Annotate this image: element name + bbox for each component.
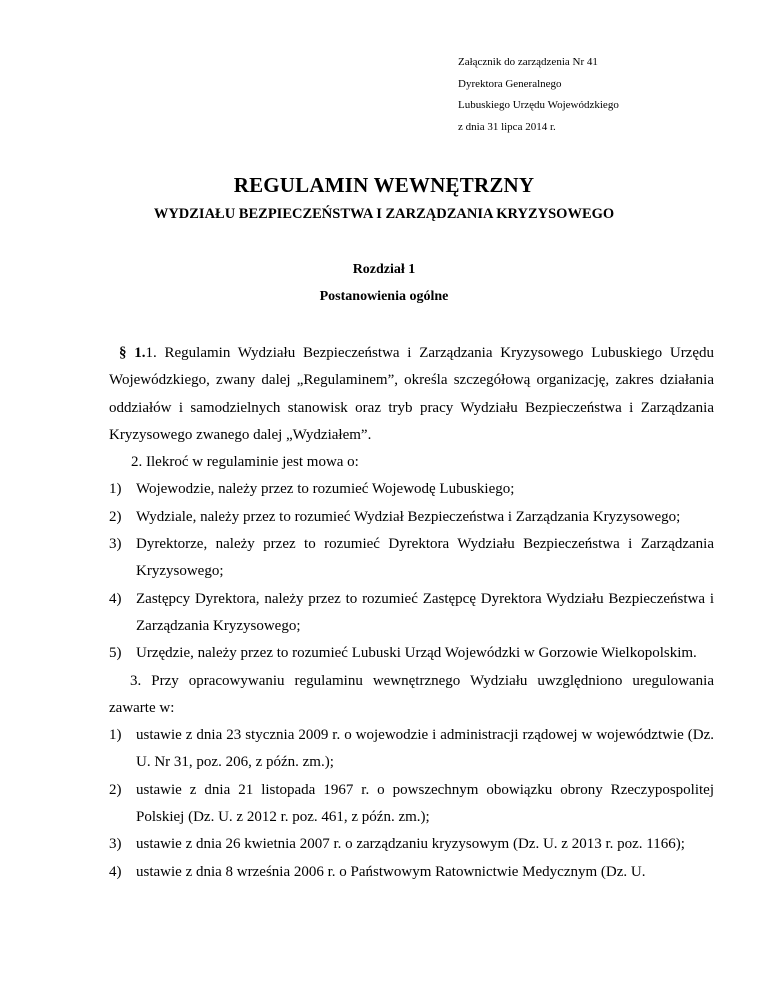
document-title: REGULAMIN WEWNĘTRZNY: [233, 173, 535, 197]
definition-item: 4) Zastępcy Dyrektora, należy przez to rozumieć Zastępcę Dyrektora Wydziału Bezpieczeństwa i Zarządzania Kryzysowego;: [109, 590, 714, 634]
regulation-item: 2) ustawie z dnia 21 listopada 1967 r. o powszechnym obowiązku obrony Rzeczypospolitej Polskiej (Dz. U. z 2012 r. poz. 461, z późn. zm.);: [109, 781, 714, 826]
definition-item: 1) Wojewodzie, należy przez to rozumieć Wojewodę Lubuskiego;: [109, 481, 515, 498]
annex-header: [458, 52, 619, 138]
regulations-list: [109, 722, 714, 886]
definition-item: 2) Wydziale, należy przez to rozumieć Wydział Bezpieczeństwa i Zarządzania Kryzysowego;: [109, 508, 681, 525]
paragraph-1-text: 1. Regulamin Wydziału Bezpieczeństwa i Zarządzania Kryzysowego Lubuskiego Urzędu Wojewódzkiego, zwany dalej „Regulaminem”, określa szczegółową organizację, zakres działania oddziałów i samodzielnych stanowisk oraz tryb pracy Wydziału Bezpieczeństwa i Zarządzania Kryzysowego zwanego dalej „Wydziałem”.: [109, 345, 715, 443]
annex-line-4: z dnia 31 lipca 2014 r.: [458, 120, 556, 133]
definition-item: 3) Dyrektorze, należy przez to rozumieć Dyrektora Wydziału Bezpieczeństwa i Zarządzania Kryzysowego;: [109, 536, 714, 580]
definitions-list: [109, 476, 714, 667]
section-1-paragraph-1: [109, 340, 714, 449]
section-1-body: [109, 340, 714, 886]
regulation-item: 4) ustawie z dnia 8 września 2006 r. o Państwowym Ratownictwie Medycznym (Dz. U.: [109, 863, 646, 880]
annex-line-2: Dyrektora Generalnego: [458, 77, 562, 90]
section-1-paragraph-2: 2. Ilekroć w regulaminie jest mowa o:: [131, 454, 359, 471]
chapter-number: Rozdział 1: [352, 262, 416, 277]
chapter-name: Postanowienia ogólne: [319, 289, 449, 304]
annex-line-3: Lubuskiego Urzędu Wojewódzkiego: [458, 99, 619, 111]
regulation-item: 1) ustawie z dnia 23 stycznia 2009 r. o wojewodzie i administracji rządowej w województwie (Dz. U. Nr 31, poz. 206, z późn. zm.);: [109, 727, 714, 771]
section-1-paragraph-3: 3. Przy opracowywaniu regulaminu wewnętrznego Wydziału uwzględniono uregulowania zawarte w:: [109, 672, 714, 716]
regulation-item: 3) ustawie z dnia 26 kwietnia 2007 r. o zarządzaniu kryzysowym (Dz. U. z 2013 r. poz. 1166);: [109, 836, 685, 853]
section-sign: § 1.: [119, 345, 146, 361]
document-subtitle: WYDZIAŁU BEZPIECZEŃSTWA I ZARZĄDZANIA KRYZYSOWEGO: [153, 206, 615, 222]
annex-line-1: Załącznik do zarządzenia Nr 41: [458, 56, 598, 68]
definition-item: 5) Urzędzie, należy przez to rozumieć Lubuski Urząd Wojewódzki w Gorzowie Wielkopolskim.: [109, 645, 697, 662]
